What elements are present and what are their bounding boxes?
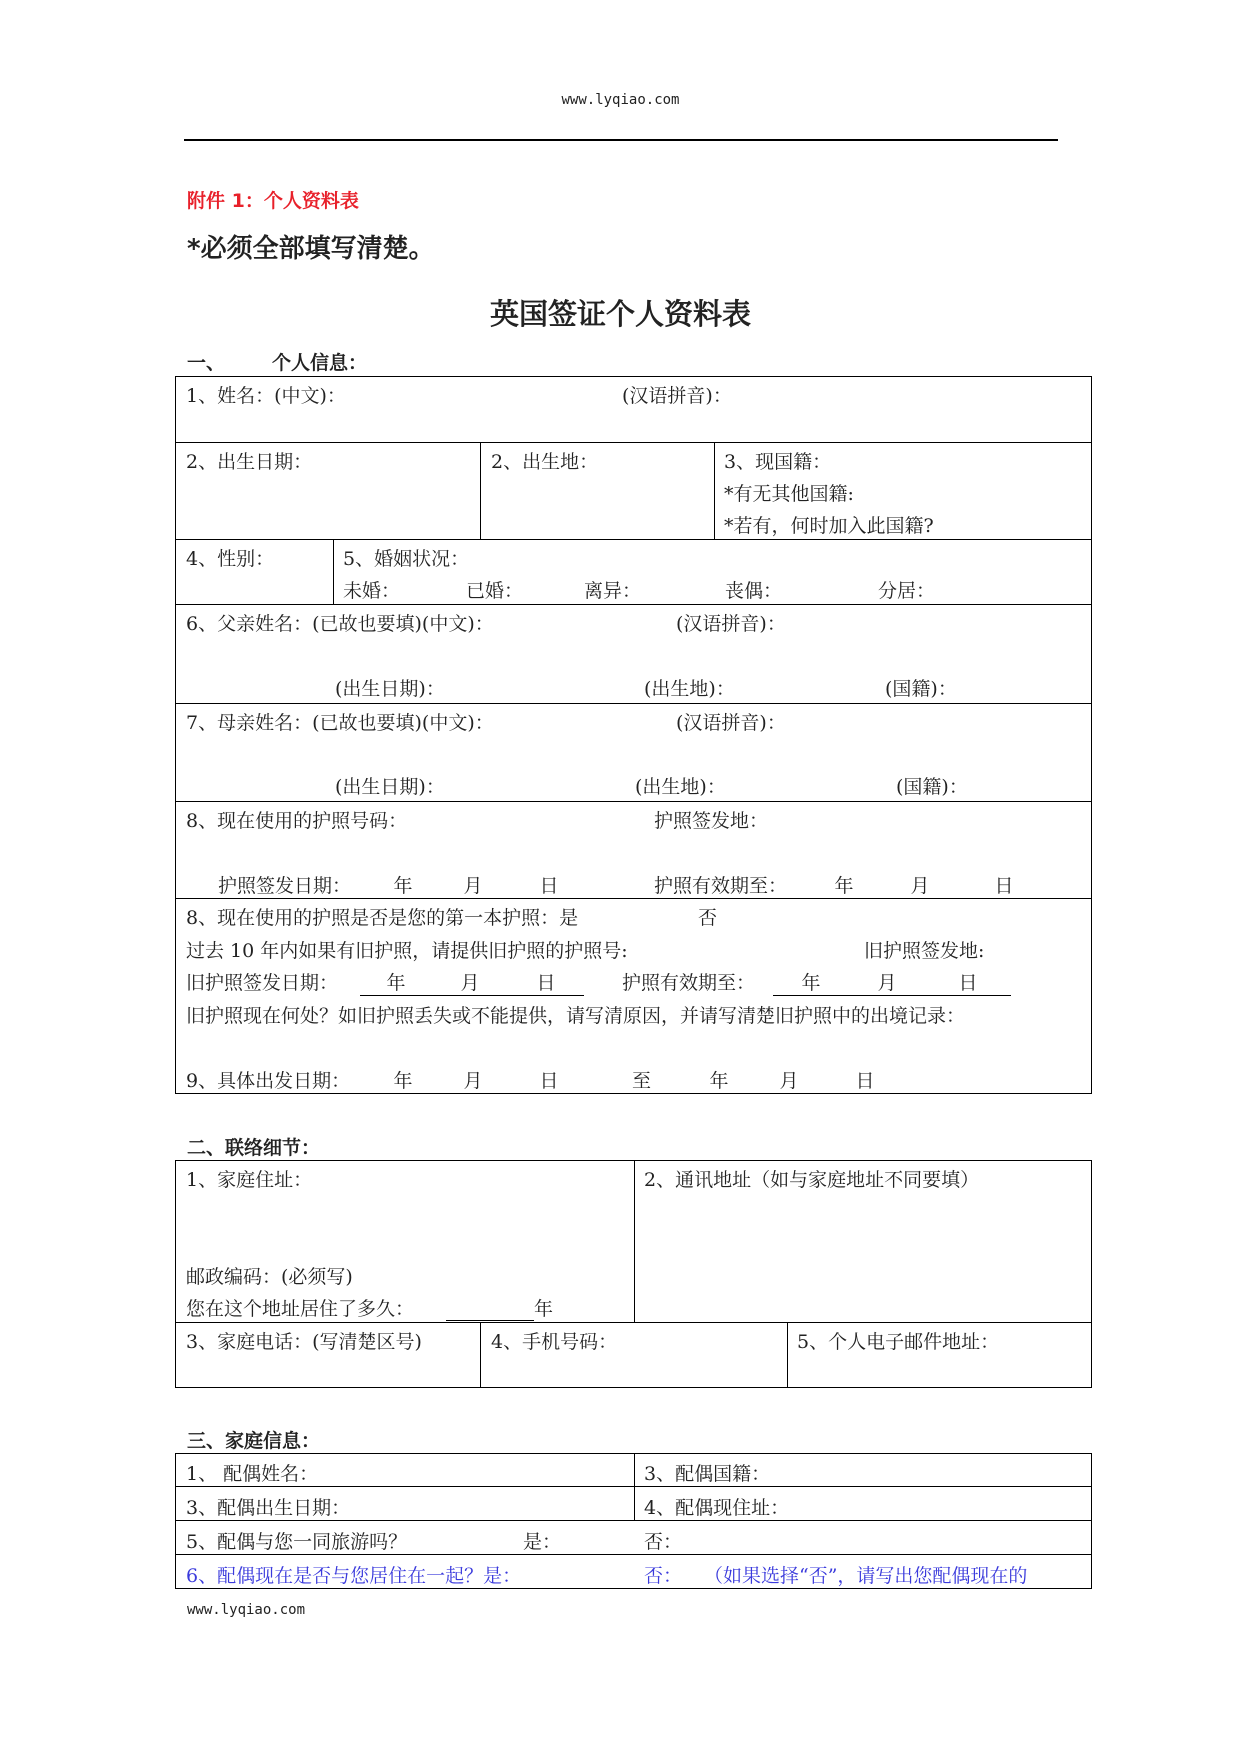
spouse-nationality-label: 3、配偶国籍：: [644, 1463, 771, 1485]
row-divider: [175, 442, 1092, 443]
marital-married: 已婚：: [466, 580, 524, 602]
col-divider: [634, 1453, 635, 1520]
mother-pob-label: (出生地)：: [635, 776, 726, 798]
first-passport-label: 8、现在使用的护照是否是您的第一本护照：是: [186, 907, 579, 929]
nationality-label: 3、现国籍：: [724, 451, 832, 473]
spouse-dob-label: 3、配偶出生日期：: [186, 1497, 351, 1519]
row-divider: [175, 604, 1092, 605]
row-divider: [175, 801, 1092, 802]
mobile-label: 4、手机号码：: [491, 1331, 618, 1353]
old-expiry-label: 护照有效期至：: [622, 972, 756, 994]
section1-number: 一、: [187, 352, 226, 374]
spouse-travel-label: 5、配偶与您一同旅游吗？: [186, 1531, 408, 1553]
mother-pinyin-label: (汉语拼音)：: [676, 712, 786, 734]
gender-label: 4、性别：: [186, 548, 275, 570]
header-divider: [184, 139, 1058, 141]
spouse-live-no: 否：: [644, 1565, 683, 1587]
father-nat-label: (国籍)：: [885, 678, 957, 700]
col-divider: [333, 539, 334, 604]
spouse-travel-yes: 是：: [523, 1531, 562, 1553]
col-divider: [634, 1160, 635, 1322]
other-nationality-label: *有无其他国籍:: [724, 483, 854, 505]
col-divider: [480, 442, 481, 539]
header-site: www.lyqiao.com: [561, 92, 680, 108]
pob-label: 2、出生地：: [491, 451, 599, 473]
home-address-label: 1、家庭住址：: [186, 1169, 313, 1191]
section1-heading: 个人信息：: [272, 352, 368, 374]
old-passport-where: 旧护照现在何处？如旧护照丢失或不能提供，请写清原因，并请写清楚旧护照中的出境记录：: [186, 1005, 966, 1027]
how-long-label: 您在这个地址居住了多久：: [186, 1298, 415, 1320]
spouse-live-label: 6、配偶现在是否与您居住在一起？是：: [186, 1565, 522, 1587]
col-divider: [480, 1322, 481, 1388]
marital-widowed: 丧偶：: [725, 580, 783, 602]
row-divider: [175, 539, 1092, 540]
father-name-label: 6、父亲姓名：(已故也要填)(中文)：: [186, 613, 494, 635]
years-unit: 年: [534, 1298, 554, 1320]
mailing-address-label: 2、通讯地址（如与家庭地址不同要填）: [644, 1169, 980, 1191]
marital-single: 未婚：: [343, 580, 401, 602]
old-passport-place-label: 旧护照签发地:: [864, 940, 985, 962]
spouse-travel-no: 否：: [644, 1531, 683, 1553]
how-long-field: [446, 1294, 553, 1321]
depart-from-date: 年 月 日: [371, 1066, 587, 1094]
old-issue-date: 年 月 日: [360, 968, 584, 996]
spouse-name-label: 1、 配偶姓名：: [186, 1463, 319, 1485]
mother-nat-label: (国籍)：: [896, 776, 968, 798]
mother-name-label: 7、母亲姓名：(已故也要填)(中文)：: [186, 712, 494, 734]
passport-issue-label: 护照签发日期：: [218, 875, 352, 897]
name-pinyin-label: (汉语拼音)：: [622, 385, 732, 407]
depart-to-label: 至: [632, 1070, 652, 1092]
passport-place-label: 护照签发地：: [654, 810, 769, 832]
mother-dob-label: (出生日期)：: [335, 776, 445, 798]
father-pinyin-label: (汉语拼音)：: [676, 613, 786, 635]
passport-no-label: 8、现在使用的护照号码：: [186, 810, 408, 832]
document-title: 英国签证个人资料表: [489, 297, 751, 331]
email-label: 5、个人电子邮件地址：: [797, 1331, 1000, 1353]
when-join-label: *若有，何时加入此国籍?: [724, 515, 934, 537]
passport-expiry-date: 年 月 日: [806, 871, 1050, 899]
section2-heading: 二、联络细节：: [187, 1137, 321, 1159]
name-cn-label: 1、姓名：(中文)：: [186, 385, 346, 407]
must-fill-note: *必须全部填写清楚。: [187, 234, 435, 264]
spouse-address-label: 4、配偶现住址：: [644, 1497, 790, 1519]
old-passport-no-label: 过去 10 年内如果有旧护照，请提供旧护照的护照号:: [186, 940, 628, 962]
father-dob-label: (出生日期)：: [335, 678, 445, 700]
postcode-label: 邮政编码：(必须写): [186, 1266, 353, 1288]
dob-label: 2、出生日期：: [186, 451, 313, 473]
old-issue-label: 旧护照签发日期：: [186, 972, 339, 994]
marital-divorced: 离异：: [584, 580, 642, 602]
spouse-live-note: （如果选择“否”，请写出您配偶现在的: [704, 1565, 1028, 1587]
depart-label: 9、具体出发日期：: [186, 1070, 351, 1092]
section3-heading: 三、家庭信息：: [187, 1430, 321, 1452]
first-passport-no: 否: [698, 907, 718, 929]
marital-separated: 分居：: [878, 580, 936, 602]
row-divider: [175, 703, 1092, 704]
marital-label: 5、婚姻状况：: [343, 548, 470, 570]
row-divider: [175, 1554, 1092, 1555]
passport-issue-date: 年 月 日: [371, 871, 587, 899]
row-divider: [175, 1520, 1092, 1521]
passport-expiry-label: 护照有效期至：: [654, 875, 788, 897]
father-pob-label: (出生地)：: [644, 678, 735, 700]
col-divider: [787, 1322, 788, 1388]
row-divider: [175, 1322, 1092, 1323]
footer-site: www.lyqiao.com: [187, 1602, 306, 1618]
col-divider: [714, 442, 715, 539]
old-expiry-date: 年 月 日: [773, 968, 1011, 996]
home-phone-label: 3、家庭电话：(写清楚区号): [186, 1331, 422, 1353]
attachment-label: 附件 1：个人资料表: [187, 190, 359, 212]
depart-to-date: 年 月 日: [687, 1066, 903, 1094]
